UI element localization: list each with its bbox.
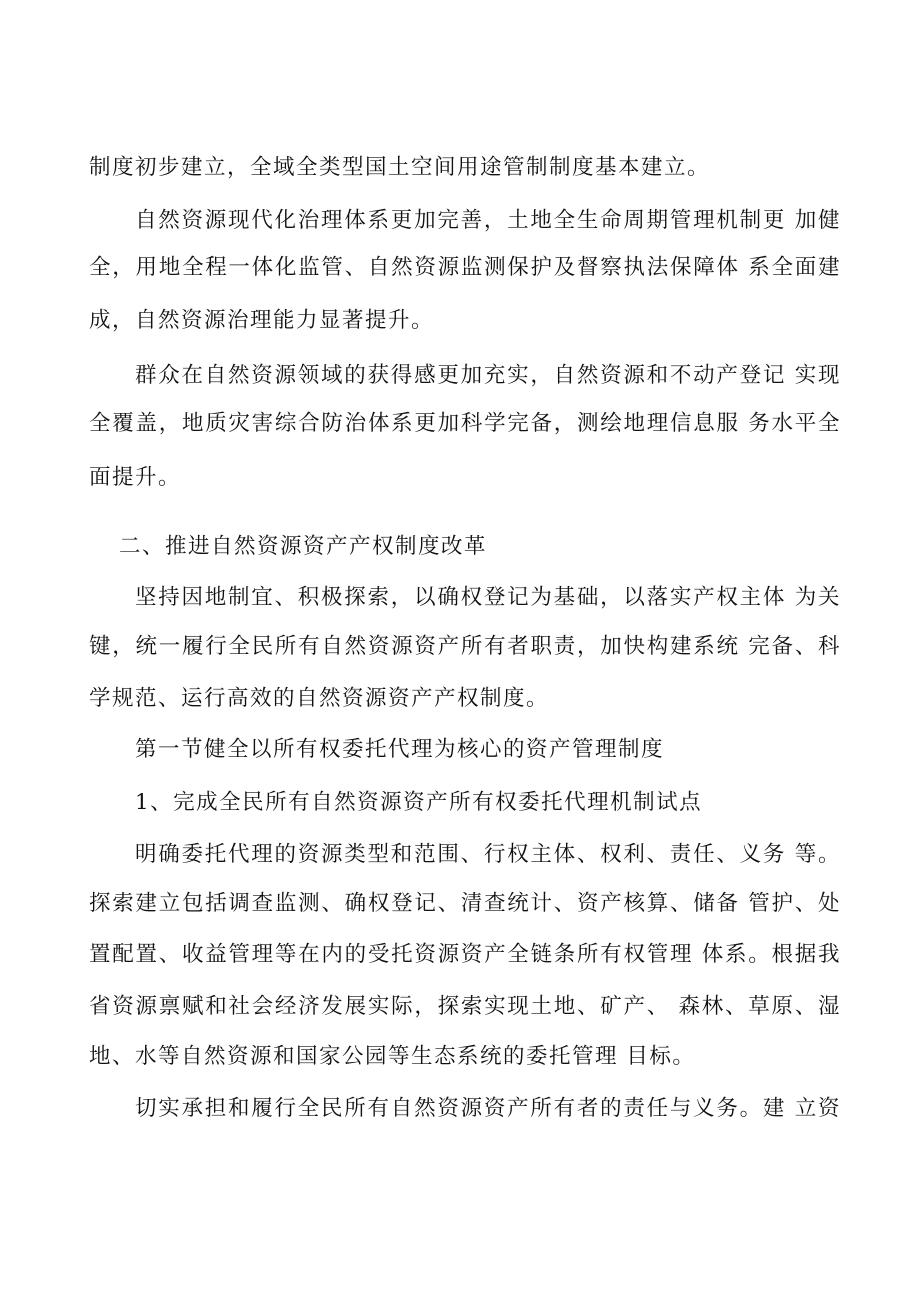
text-line: 面提升。 [89,465,182,490]
text-line: 地、水等自然资源和国家公园等生态系统的委托管理 目标。 [89,1044,696,1069]
subsection-heading: 第一节健全以所有权委托代理为核心的资产管理制度 [135,737,665,762]
text-line: 成，自然资源治理能力显著提升。 [89,308,435,333]
text-line: 切实承担和履行全民所有自然资源资产所有者的责任与义务。建 立资 [135,1096,841,1121]
text-line: 置配置、收益管理等在内的受托资源资产全链条所有权管理 体系。根据我 [89,942,841,967]
text-line: 群众在自然资源领域的获得感更加充实，自然资源和不动产登记 实现 [135,363,841,388]
section-heading: 二、推进自然资源资产产权制度改革 [119,534,488,559]
text-line: 学规范、运行高效的自然资源资产产权制度。 [89,686,550,711]
text-line: 自然资源现代化治理体系更加完善，土地全生命周期管理机制更 加健 [135,208,841,233]
text-line: 全覆盖，地质灾害综合防治体系更加科学完备，测绘地理信息服 务水平全 [89,411,841,436]
text-line: 键，统一履行全民所有自然资源资产所有者职责，加快构建系统 完备、科 [89,634,841,659]
text-line: 探索建立包括调查监测、确权登记、清查统计、资产核算、储备 管护、处 [89,891,841,916]
text-line: 制度初步建立，全域全类型国土空间用途管制制度基本建立。 [89,155,711,180]
text-line: 全，用地全程一体化监管、自然资源监测保护及督察执法保障体 系全面建 [89,255,841,280]
text-line: 省资源禀赋和社会经济发展实际，探索实现土地、矿产、 森林、草原、湿 [89,994,841,1019]
text-line: 坚持因地制宜、积极探索，以确权登记为基础，以落实产权主体 为关 [135,585,841,610]
text-line: 明确委托代理的资源类型和范围、行权主体、权利、责任、义务 等。 [135,842,841,867]
item-heading: 1、完成全民所有自然资源资产所有权委托代理机制试点 [135,790,703,815]
